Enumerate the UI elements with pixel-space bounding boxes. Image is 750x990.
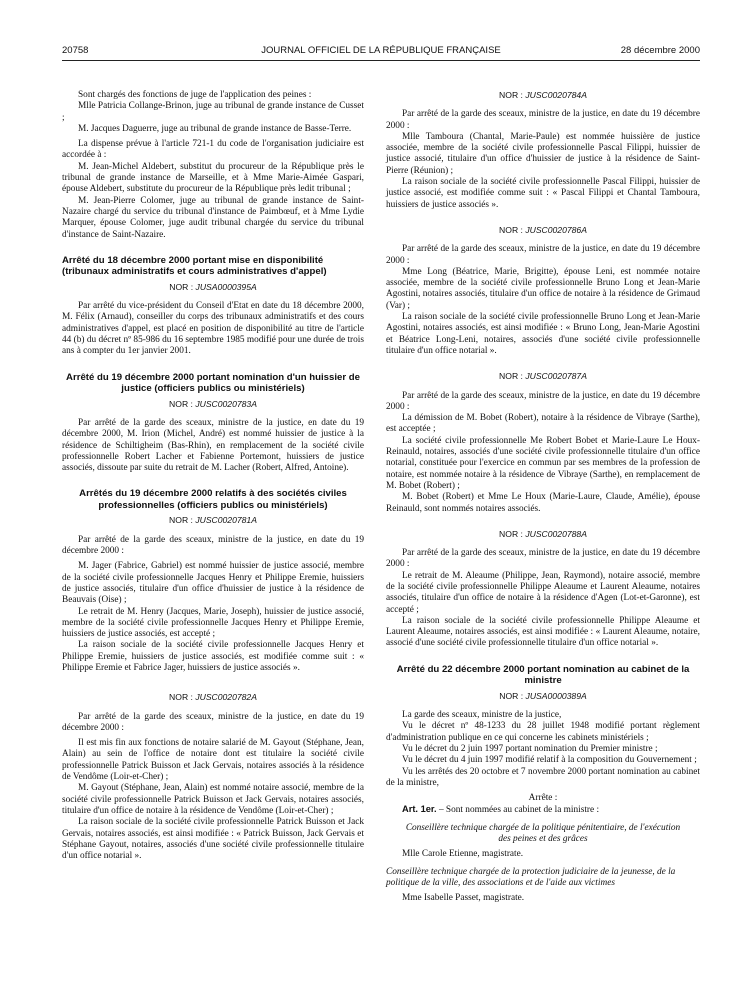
nor-reference: NOR : JUSC0020783A [169, 398, 257, 409]
nor-reference: NOR : JUSC0020781A [169, 515, 257, 526]
paragraph: Vu le décret nº 48-1233 du 28 juillet 1948 modifié portant règlement d'administration publique en ce qui concerne les cabinets ministériels ; [386, 721, 700, 743]
paragraph: La dispense prévue à l'article 721-1 du code de l'organisation judiciaire est accordée à : [62, 139, 364, 161]
paragraph: La raison sociale de la société civile professionnelle Philippe Aleaume et Laurent Aleaume, notaires associés, est ainsi modifiée : « Laurent Aleaume, notaire, associé d'une société civile professionnelle titulaire d'un office notarial ». [386, 615, 700, 649]
nor-reference: NOR : JUSC0020788A [499, 528, 587, 539]
paragraph: Vu le décret du 2 juin 1997 portant nomination du Premier ministre ; [402, 743, 658, 754]
right-column [386, 90, 700, 905]
paragraph: La raison sociale de la société civile professionnelle Patrick Buisson et Jack Gervais, notaires associés, est ainsi modifiée : « Patrick Buisson, Jack Gervais et Stéphane Gayout, notaires, associés d'une société civile professionnelle titulaire d'un office notarial ». [62, 817, 364, 862]
paragraph: La raison sociale de la société civile professionnelle Jacques Henry et Philippe Eremie, huissiers de justice associés, est modifiée comme suit : « Philippe Eremie et Fabrice Jager, huissiers de justice associés ». [62, 640, 364, 673]
paragraph: Vu le décret du 4 juin 1997 modifié relatif à la composition du Gouvernement ; [402, 755, 697, 766]
paragraph: Par arrêté de la garde des sceaux, ministre de la justice, en date du 19 décembre 2000 : [386, 390, 700, 412]
paragraph: Vu les arrêtés des 20 octobre et 7 novembre 2000 portant nomination au cabinet de la ministre, [386, 766, 700, 788]
paragraph: La raison sociale de la société civile professionnelle Pascal Filippi, huissier de justice associé, est modifiée comme suit : « Pascal Filippi et Chantal Tamboura, huissiers de justice associés ». [386, 177, 700, 210]
role-title: Conseillère technique chargée de la politique pénitentiaire, de l'exécution des peines et des grâces [405, 822, 681, 845]
nor-reference: NOR : JUSC0020787A [499, 371, 587, 382]
paragraph: Mme Long (Béatrice, Marie, Brigitte), épouse Leni, est nommée notaire associée, membre de la société civile professionnelle Bruno Long et Jean-Marie Agostini, notaires associés, titulaire d'un office de notaire à la résidence de Grimaud (Var) ; [386, 266, 700, 311]
paragraph: M. Jager (Fabrice, Gabriel) est nommé huissier de justice associé, membre de la société civile professionnelle Jacques Henry et Philippe Eremie, huissiers de justice associés, titulaire d'un office d'huissier de justice à la résidence de Beauvais (Oise) ; [62, 561, 364, 606]
issue-date: 28 décembre 2000 [620, 45, 700, 56]
section-title-huissier: Arrêté du 19 décembre 2000 portant nomination d'un huissier de justice (officiers publics ou ministériels) [66, 371, 360, 395]
paragraph: La garde des sceaux, ministre de la justice, [402, 710, 562, 721]
paragraph: Le retrait de M. Aleaume (Philippe, Jean, Raymond), notaire associé, membre de la société civile professionnelle Philippe Aleaume et Laurent Aleaume, notaires associés, titulaire d'un office de notaire à la résidence d'Agen (Lot-et-Garonne), est accepté ; [386, 570, 700, 615]
left-column [62, 90, 364, 862]
paragraph: M. Jacques Daguerre, juge au tribunal de grande instance de Basse-Terre. [78, 123, 352, 134]
page-number: 20758 [62, 45, 89, 56]
section-title-societes: Arrêtés du 19 décembre 2000 relatifs à des sociétés civiles professionnelles (officiers publics ou ministériels) [79, 488, 347, 511]
paragraph: La société civile professionnelle Me Robert Bobet et Marie-Laure Le Houx-Reinauld, notaires, associés d'une société civile professionnelle titulaire d'un office notarial, constituée pour l'exercice en commun par ses membres de la profession de notaire, est nommée notaire à la résidence de Vibraye (Sarthe), en remplacement de M. Bobet (Robert) ; [386, 435, 700, 491]
article-1 [386, 804, 700, 816]
nor-reference: NOR : JUSC0020784A [499, 90, 587, 100]
paragraph: Il est mis fin aux fonctions de notaire salarié de M. Gayout (Stéphane, Jean, Alain) au sein de l'office de notaire dont est titulaire la société civile professionnelle Patrick Buisson et Jack Gervais, notaires associés à la résidence de Vendôme (Loir-et-Cher) ; [62, 738, 364, 783]
paragraph: Le retrait de M. Henry (Jacques, Marie, Joseph), huissier de justice associé, membre de la société civile professionnelle Jacques Henry et Philippe Eremie, huissiers de justice associés, est accepté ; [62, 606, 364, 640]
paragraph: Par arrêté de la garde des sceaux, ministre de la justice, en date du 19 décembre 2000 : [386, 548, 700, 570]
page-header [62, 45, 700, 59]
paragraph: Par arrêté de la garde des sceaux, ministre de la justice, en date du 19 décembre 2000 : [386, 109, 700, 131]
nor-reference: NOR : JUSA0000395A [169, 281, 257, 292]
paragraph: Mlle Tamboura (Chantal, Marie-Paule) est nommée huissière de justice associée, membre de la société civile professionnelle Pascal Filippi, huissier de justice associé, titulaire d'un office d'huissier de justice à la résidence de Saint-Pierre (Réunion) ; [386, 131, 700, 176]
paragraph: Sont chargés des fonctions de juge de l'application des peines : [78, 90, 312, 100]
paragraph: Par arrêté de la garde des sceaux, ministre de la justice, en date du 19 décembre 2000 : [386, 244, 700, 266]
paragraph: M. Bobet (Robert) et Mme Le Houx (Marie-Laure, Claude, Amélie), épouse Reinauld, sont nommés notaires associés. [386, 492, 700, 514]
paragraph: M. Jean-Pierre Colomer, juge au tribunal de grande instance de Saint-Nazaire chargé du service du tribunal d'instance de Paimbœuf, et à Mme Lydie Marquer, épouse Colomer, juge audit tribunal chargée du service du tribunal d'instance de Saint-Nazaire. [62, 195, 364, 240]
appointee-name: Mlle Carole Etienne, magistrate. [402, 849, 524, 860]
journal-title: JOURNAL OFFICIEL DE LA RÉPUBLIQUE FRANÇAISE [261, 45, 501, 56]
paragraph: La raison sociale de la société civile professionnelle Bruno Long et Jean-Marie Agostini, notaires associés, est ainsi modifiée : « Bruno Long, Jean-Marie Agostini et Béatrice Long-Leni, notaires, associés d'une société civile professionnelle titulaire d'un office notarial ». [386, 312, 700, 356]
appointee-name: Mme Isabelle Passet, magistrate. [402, 893, 525, 904]
nor-reference: NOR : JUSC0020782A [169, 692, 257, 703]
article-label: Art. 1er. [402, 804, 437, 815]
article-text: – Sont nommées au cabinet de la ministre : [438, 805, 600, 816]
paragraph: Par arrêté de la garde des sceaux, ministre de la justice, en date du 19 décembre 2000, M. Irion (Michel, André) est nommé huissier de justice à la résidence de Schiltigheim (Bas-Rhin), en remplacement de la société civile professionnelle Robert Lacher et Fabienne Portemont, huissiers de justice associés, dissoute par suite du retrait de M. Lacher (Robert, Alfred, Antoine). [62, 417, 364, 474]
paragraph: Par arrêté du vice-président du Conseil d'Etat en date du 18 décembre 2000, M. Félix (Arnaud), conseiller du corps des tribunaux administratifs et des cours administratives d'appel, est placé en position de disponibilité au titre de l'article 44 (b) du décret nº 85-986 du 16 septembre 1985 modifié pour une durée de trois ans à compter du 1er janvier 2001. [62, 301, 364, 357]
arrete-heading: Arrête : [528, 793, 558, 804]
paragraph: Par arrêté de la garde des sceaux, ministre de la justice, en date du 19 décembre 2000 : [62, 711, 364, 733]
nor-reference: NOR : JUSC0020786A [499, 224, 587, 235]
paragraph: Par arrêté de la garde des sceaux, ministre de la justice, en date du 19 décembre 2000 : [62, 534, 364, 557]
paragraph: Mlle Patricia Collange-Brinon, juge au tribunal de grande instance de Cusset ; [62, 101, 364, 123]
paragraph: La démission de M. Bobet (Robert), notaire à la résidence de Vibraye (Sarthe), est acceptée ; [386, 413, 700, 435]
nor-reference: NOR : JUSA0000389A [499, 690, 587, 701]
paragraph: M. Jean-Michel Aldebert, substitut du procureur de la République près le tribunal de grande instance de Marseille, et à Mme Marie-Aimée Gaspari, épouse Aldebert, substitute du procureur de la République près ledit tribunal ; [62, 161, 364, 195]
section-title-cabinet: Arrêté du 22 décembre 2000 portant nomination au cabinet de la ministre [396, 663, 690, 687]
section-title-disponibilite: Arrêté du 18 décembre 2000 portant mise en disponibilité (tribunaux administratifs et cours administratives d'appel) [62, 254, 327, 278]
role-title: Conseillère technique chargée de la protection judiciaire de la jeunesse, de la politique de la ville, des associations et de l'aide aux victimes [386, 866, 676, 888]
paragraph: M. Gayout (Stéphane, Jean, Alain) est nommé notaire associé, membre de la société civile professionnelle Patrick Buisson et Jack Gervais, notaires associés, titulaire d'un office de notaire à la résidence de Vendôme (Loir-et-Cher) ; [62, 783, 364, 816]
header-rule [62, 60, 700, 61]
